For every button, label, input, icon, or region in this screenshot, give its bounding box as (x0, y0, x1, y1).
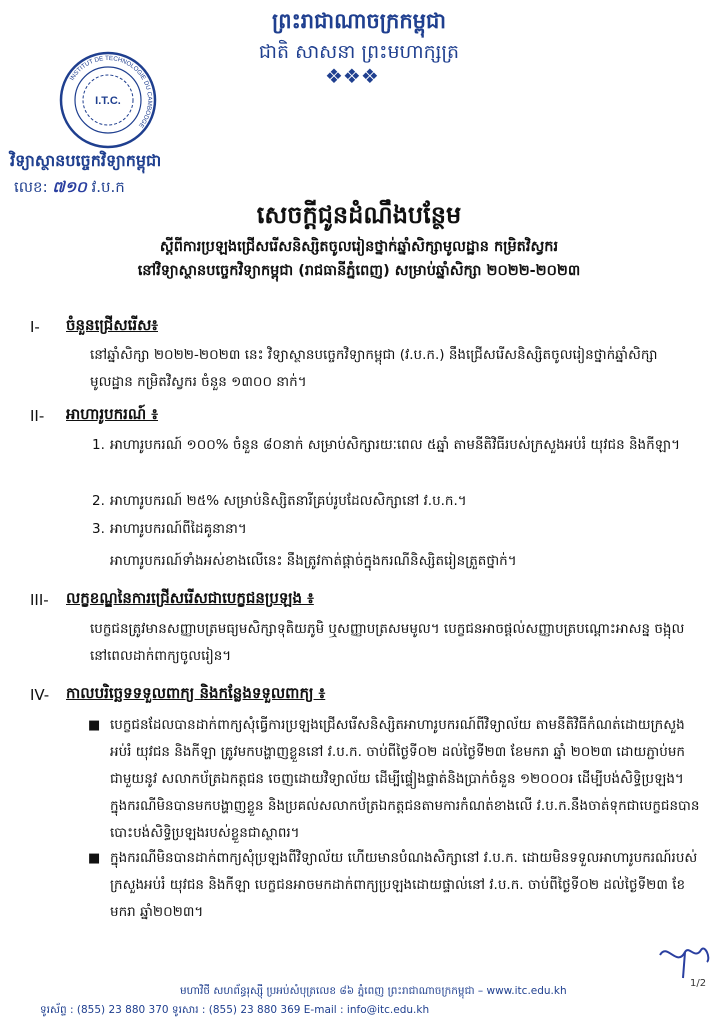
document-title: សេចក្តីជូនដំណឹងបន្ថែម (256, 201, 462, 229)
section-3-body: បេក្ខជនត្រូវមានសញ្ញាបត្រមធ្យមសិក្សាទុតិយភូមិ ឬសញ្ញាបត្រសមមូល។ បេក្ខជនអាចផ្តល់សញ្ញាបត្របណ្តោះអាសន្ន ចង្អុលនៅពេលដាក់ពាក្យចូលរៀន។ (90, 621, 685, 664)
bullet-text: បេក្ខជនដែលបានដាក់ពាក្យសុំធ្វើការប្រឡងជ្រើសរើសនិស្សិតអាហារូបករណ៍ពីវិទ្យាល័យ តាមនីតិវិធីកំណត់ដោយក្រសួងអប់រំ យុវជន និងកីឡា ត្រូវមកបង្ហាញខ្លួននៅ វ.ប.ក. ចាប់ពីថ្ងៃទី០២ ដល់ថ្ងៃទី២៣ ខែមករា ឆ្នាំ ២០២៣ ដោយភ្ជាប់មកជាមួយនូវ សលាកប័ត្រឯកត្តជន ចេញដោយវិទ្យាល័យ ដើម្បីផ្ទៀងផ្ទាត់និងប្រាក់ចំនួន ១២០០០៛ ដើម្បីបង់សិទ្ធិប្រឡង។ ក្នុងករណីមិនបានមកបង្ហាញខ្លួន និងប្រគល់សលាកប័ត្រឯកត្តជនតាមការកំណត់ខាងលើ វ.ប.ក.នឹងចាត់ទុកជាបេក្ខជនបានបោះបង់សិទ្ធិប្រឡងរបស់ខ្លួនជាស្ថាពរ។ (110, 717, 700, 841)
document-subtitle-1: ស្តីពីការប្រឡងជ្រើសរើសនិស្សិតចូលរៀនថ្នាក់ឆ្នាំសិក្សាមូលដ្ឋាន កម្រិតវិស្វករ (159, 239, 559, 255)
footer-address: មហាវិថី សហព័ន្ធរុស្ស៊ី ប្រអប់សំបុត្រលេខ ៨៦ ភ្នំពេញ ព្រះរាជាណាចក្រកម្ពុជា – www.itc.edu.kh (180, 985, 567, 997)
scholarship-item-1 (92, 432, 695, 459)
logo-ring-text: INSTITUT DE TECHNOLOGIE DU CAMBODGE (68, 54, 154, 129)
section-2-label: II- (30, 407, 45, 425)
logo-abbr: I.T.C. (95, 95, 121, 107)
scholarship-item-text: អាហារូបករណ៍ពីដៃគូនានា។ (110, 521, 247, 537)
bullet-icon: ■ (88, 851, 101, 866)
handwritten-initials (655, 940, 715, 980)
institution-name: វិទ្យាស្ថានបច្ចេកវិទ្យាកម្ពុជា (10, 151, 162, 170)
reference-handwritten-number: ៧១០ (52, 178, 87, 196)
bullet-text: ក្នុងករណីមិនបានដាក់ពាក្យសុំប្រឡងពីវិទ្យាល័យ ហើយមានបំណងសិក្សានៅ វ.ប.ក. ដោយមិនទទួលអាហារូបករណ៍របស់ក្រសួងអប់រំ យុវជន និងកីឡា បេក្ខជនអាចមកដាក់ពាក្យប្រឡងដោយផ្ទាល់នៅ វ.ប.ក. ចាប់ពីថ្ងៃទី០២ ដល់ថ្ងៃទី២៣ ខែមករា ឆ្នាំ២០២៣។ (110, 850, 698, 920)
scholarship-note: អាហារូបករណ៍ទាំងអស់ខាងលើនេះ នឹងត្រូវកាត់ផ្តាច់ក្នុងករណីនិស្សិតរៀនត្រួតថ្នាក់។ (110, 553, 517, 569)
section-4-heading: កាលបរិច្ឆេទទទួលពាក្យ និងកន្លែងទទួលពាក្យ ៖ (66, 684, 326, 702)
section-3-heading: លក្ខខណ្ឌនៃការជ្រើសរើសជាបេក្ខជនប្រឡង ៖ (66, 589, 314, 607)
bullet-icon: ■ (88, 718, 101, 733)
section-3-label: III- (30, 591, 49, 609)
section-1-label: I- (30, 318, 40, 336)
scholarship-item-3 (92, 516, 695, 543)
kingdom-title: ព្រះរាជាណាចក្រកម្ពុជា (271, 9, 446, 33)
reference-number (14, 178, 125, 200)
document-subtitle-2: នៅវិទ្យាស្ថានបច្ចេកវិទ្យាកម្ពុជា (រាជធានីភ្នំពេញ) សម្រាប់ឆ្នាំសិក្សា ២០២២-២០២៣ (137, 263, 581, 279)
reference-prefix: លេខ: (14, 178, 48, 196)
scholarship-item-text: អាហារូបករណ៍ ១០០% ចំនួន ៨០នាក់ សម្រាប់សិក្សារយៈពេល ៥ឆ្នាំ តាមនីតិវិធីរបស់ក្រសួងអប់រំ យុវជន និងកីឡា។ (110, 437, 681, 453)
scholarship-item-2 (92, 488, 695, 515)
section-1-body: នៅឆ្នាំសិក្សា ២០២២-២០២៣ នេះ វិទ្យាស្ថានបច្ចេកវិទ្យាកម្ពុជា (វ.ប.ក.) នឹងជ្រើសរើសនិស្សិតចូលរៀនថ្នាក់ឆ្នាំសិក្សាមូលដ្ឋាន កម្រិតវិស្វករ ចំនួន ១៣០០ នាក់។ (90, 347, 658, 390)
national-motto: ជាតិ សាសនា ព្រះមហាក្សត្រ (258, 41, 460, 63)
scholarship-item-text: អាហារូបករណ៍ ២៥% សម្រាប់និស្សិតនារីគ្រប់រូបដែលសិក្សានៅ វ.ប.ក.។ (110, 493, 467, 509)
list-number: 1. (92, 437, 105, 453)
section-1-heading: ចំនួនជ្រើសរើស៖ (66, 316, 158, 334)
crest-ornament: ❖❖❖ (325, 64, 379, 88)
registration-bullet-1 (88, 712, 700, 847)
list-number: 3. (92, 521, 105, 537)
section-2-heading: អាហារូបករណ៍ ៖ (66, 405, 159, 423)
page-number: 1/2 (690, 978, 707, 989)
section-4-label: IV- (30, 686, 50, 704)
registration-bullet-2 (88, 845, 700, 926)
reference-suffix: វ.ប.ក (91, 178, 125, 196)
itc-logo (58, 50, 158, 150)
footer-contact: ទូរស័ព្ទ : (855) 23 880 370 ទូរសារ : (855) 23 880 369 E-mail : info@itc.edu.kh (40, 1004, 430, 1016)
list-number: 2. (92, 493, 105, 509)
